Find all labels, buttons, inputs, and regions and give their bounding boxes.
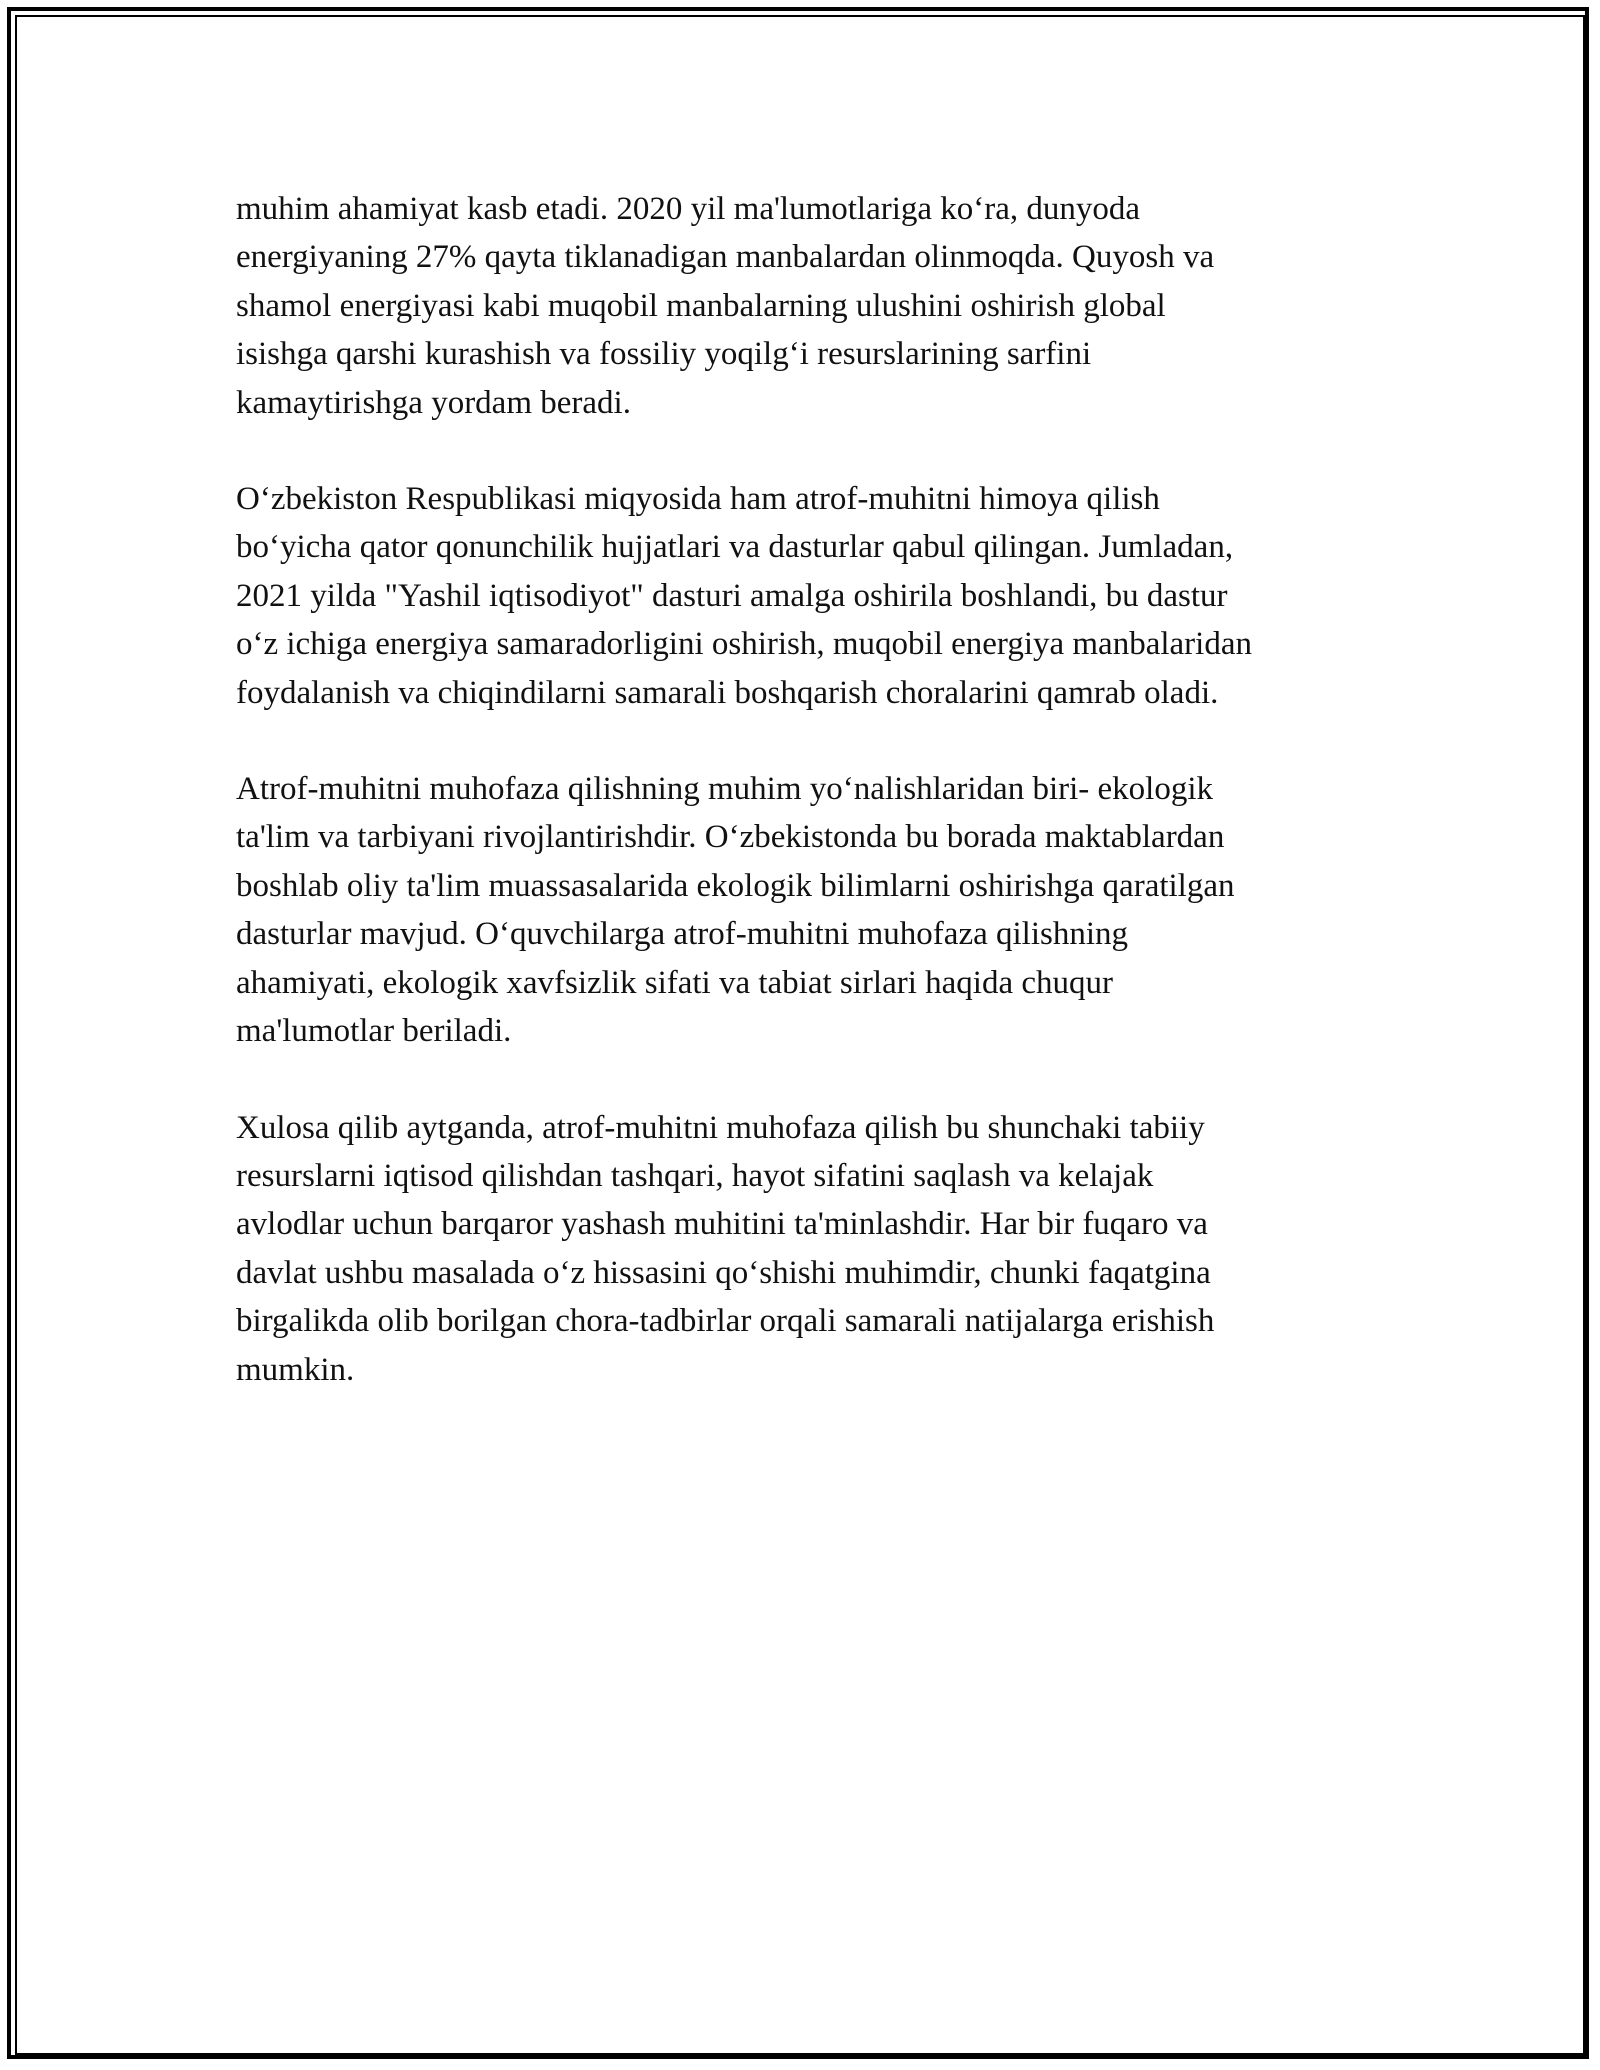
text-line: avlodlar uchun barqaror yashash muhitini ta'minlashdir. Har bir fuqaro va (236, 1206, 1208, 1243)
text-line: ahamiyati, ekologik xavfsizlik sifati va tabiat sirlari haqida chuqur (236, 964, 1113, 1001)
text-line: ta'lim va tarbiyani rivojlantirishdir. Oʻzbekistonda bu borada maktablardan (236, 819, 1225, 856)
text-line: oʻz ichiga energiya samaradorligini oshirish, muqobil energiya manbalaridan (236, 626, 1252, 663)
text-line: boshlab oliy ta'lim muassasalarida ekologik bilimlarni oshirishga qaratilgan (236, 867, 1235, 904)
text-line: Xulosa qilib aytganda, atrof-muhitni muhofaza qilish bu shunchaki tabiiy (236, 1109, 1205, 1146)
text-line: 2021 yilda "Yashil iqtisodiyot" dasturi amalga oshirila boshlandi, bu dastur (236, 577, 1228, 614)
text-line: boʻyicha qator qonunchilik hujjatlari va dasturlar qabul qilingan. Jumladan, (236, 529, 1234, 566)
paragraph-renewable-energy (236, 185, 1396, 427)
text-line: shamol energiyasi kabi muqobil manbalarning ulushini oshirish global (236, 287, 1166, 324)
paragraph-conclusion (236, 1104, 1396, 1394)
text-line: ma'lumotlar beriladi. (236, 1013, 512, 1050)
text-line: Oʻzbekiston Respublikasi miqyosida ham atrof-muhitni himoya qilish (236, 481, 1160, 518)
paragraph-ecological-education (236, 765, 1396, 1055)
text-line: birgalikda olib borilgan chora-tadbirlar orqali samarali natijalarga erishish (236, 1303, 1215, 1340)
text-line: muhim ahamiyat kasb etadi. 2020 yil ma'lumotlariga koʻra, dunyoda (236, 191, 1141, 227)
text-line: resurslarni iqtisod qilishdan tashqari, hayot sifatini saqlash va kelajak (236, 1157, 1154, 1194)
text-line: isishga qarshi kurashish va fossiliy yoqilgʻi resurslarining sarfini (236, 336, 1092, 373)
text-line: davlat ushbu masalada oʻz hissasini qoʻshishi muhimdir, chunki faqatgina (236, 1254, 1211, 1291)
text-line: kamaytirishga yordam beradi. (236, 384, 631, 421)
paragraph-uzbekistan-legislation (236, 475, 1396, 717)
document-body (236, 185, 1396, 1442)
text-line: Atrof-muhitni muhofaza qilishning muhim yoʻnalishlaridan biri- ekologik (236, 771, 1213, 808)
text-line: foydalanish va chiqindilarni samarali boshqarish choralarini qamrab oladi. (236, 674, 1219, 711)
text-line: energiyaning 27% qayta tiklanadigan manbalardan olinmoqda. Quyosh va (236, 239, 1215, 276)
text-line: mumkin. (236, 1351, 355, 1388)
text-line: dasturlar mavjud. Oʻquvchilarga atrof-muhitni muhofaza qilishning (236, 916, 1128, 953)
